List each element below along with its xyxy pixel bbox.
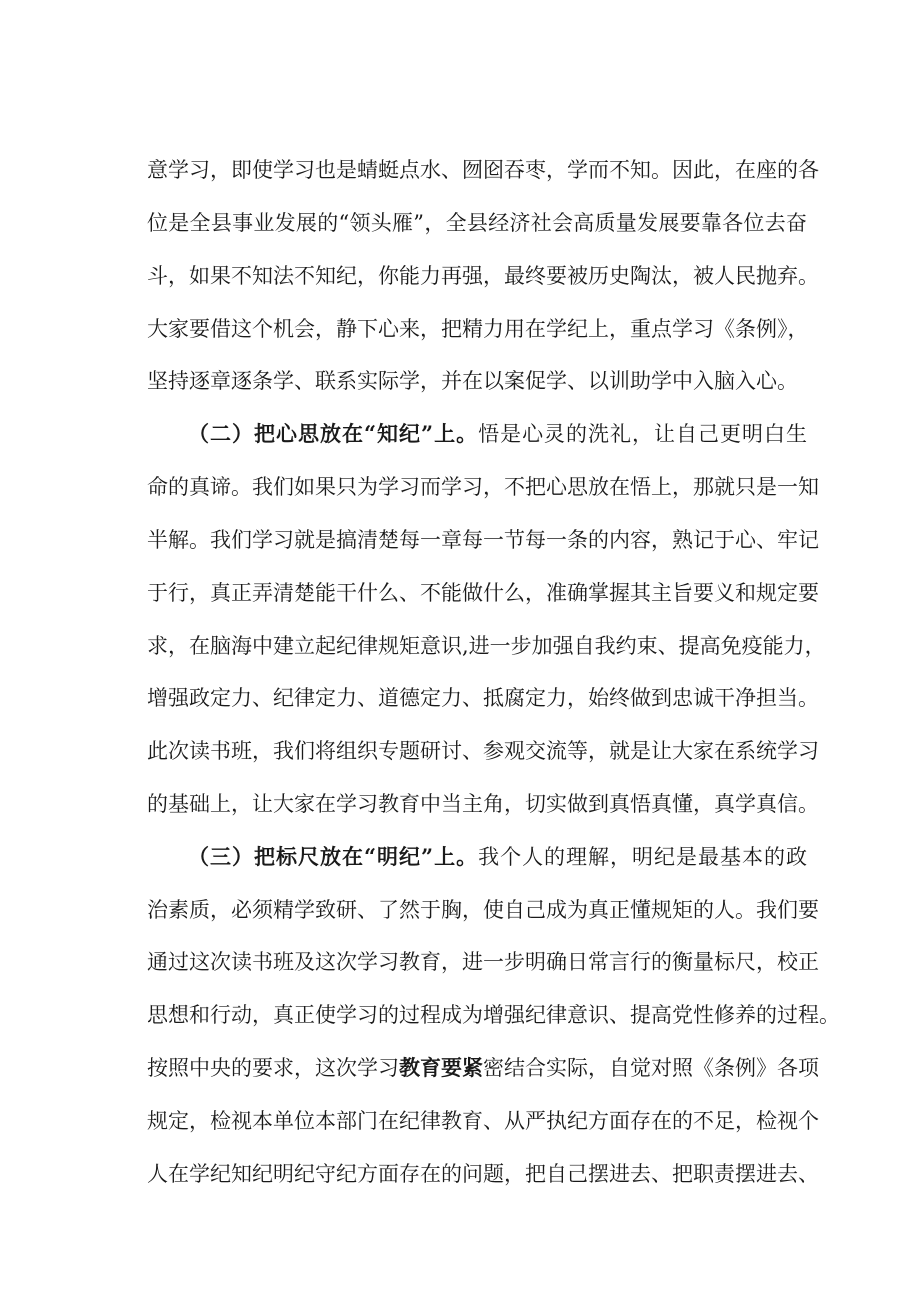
- paragraph-line: 位是全县事业发展的“领头雁”，全县经济社会高质量发展要靠各位去奋: [147, 211, 807, 235]
- paragraph-line: 此次读书班，我们将组织专题研讨、参观交流等，就是让大家在系统学习: [147, 739, 819, 763]
- paragraph-line: 规定，检视本单位本部门在纪律教育、从严执纪方面存在的不足，检视个: [147, 1109, 819, 1133]
- paragraph-line: 治素质，必须精学致研、了然于胸，使自己成为真正懂规矩的人。我们要: [147, 898, 819, 922]
- paragraph-line: 增强政定力、纪律定力、道德定力、抵腐定力，始终做到忠诚干净担当。: [147, 686, 819, 710]
- paragraph-line: 意学习，即使学习也是蜻蜓点水、囫囵吞枣，学而不知。因此，在座的各: [147, 158, 819, 182]
- paragraph-line: [147, 1044, 819, 1092]
- paragraph-text: 按照中央的要求，这次学习: [147, 1056, 399, 1080]
- paragraph-line: 命的真谛。我们如果只为学习而学习，不把心思放在悟上，那就只是一知: [147, 475, 819, 499]
- paragraph-line: 坚持逐章逐条学、联系实际学，并在以案促学、以训助学中入脑入心。: [147, 369, 798, 393]
- paragraph-first-line: [188, 833, 807, 881]
- paragraph-line: 人在学纪知纪明纪守纪方面存在的问题，把自己摆进去、把职责摆进去、: [147, 1162, 819, 1186]
- paragraph-line: 半解。我们学习就是搞清楚每一章每一节每一条的内容，熟记于心、牢记: [147, 528, 819, 552]
- paragraph-line: 通过这次读书班及这次学习教育，进一步明确日常言行的衡量标尺，校正: [147, 950, 819, 974]
- paragraph-line: 大家要借这个机会，静下心来，把精力用在学纪上，重点学习《条例》，: [147, 317, 809, 341]
- bold-emphasis: 教育要紧: [399, 1055, 483, 1080]
- paragraph-first-line: [188, 410, 807, 458]
- section-heading: （三）把标尺放在“明纪”上。: [188, 844, 479, 869]
- paragraph-line: 于行，真正弄清楚能干什么、不能做什么，准确掌握其主旨要义和规定要: [147, 581, 819, 605]
- paragraph-line: 斗，如果不知法不知纪，你能力再强，最终要被历史陶汰，被人民抛弃。: [147, 264, 819, 288]
- paragraph-line: 求，在脑海中建立起纪律规矩意识,进一步加强自我约束、提高免疫能力，: [147, 634, 826, 658]
- paragraph-text: 密结合实际，自觉对照《条例》各项: [483, 1056, 819, 1080]
- paragraph-text: 我个人的理解，明纪是最基本的政: [478, 845, 807, 869]
- paragraph-line: 思想和行动，真正使学习的过程成为增强纪律意识、提高党性修养的过程。: [147, 1003, 840, 1027]
- paragraph-line: 的基础上，让大家在学习教育中当主角，切实做到真悟真懂，真学真信。: [147, 792, 819, 816]
- section-heading: （二）把心思放在“知纪”上。: [188, 421, 479, 446]
- paragraph-text: 悟是心灵的洗礼，让自己更明白生: [478, 422, 807, 446]
